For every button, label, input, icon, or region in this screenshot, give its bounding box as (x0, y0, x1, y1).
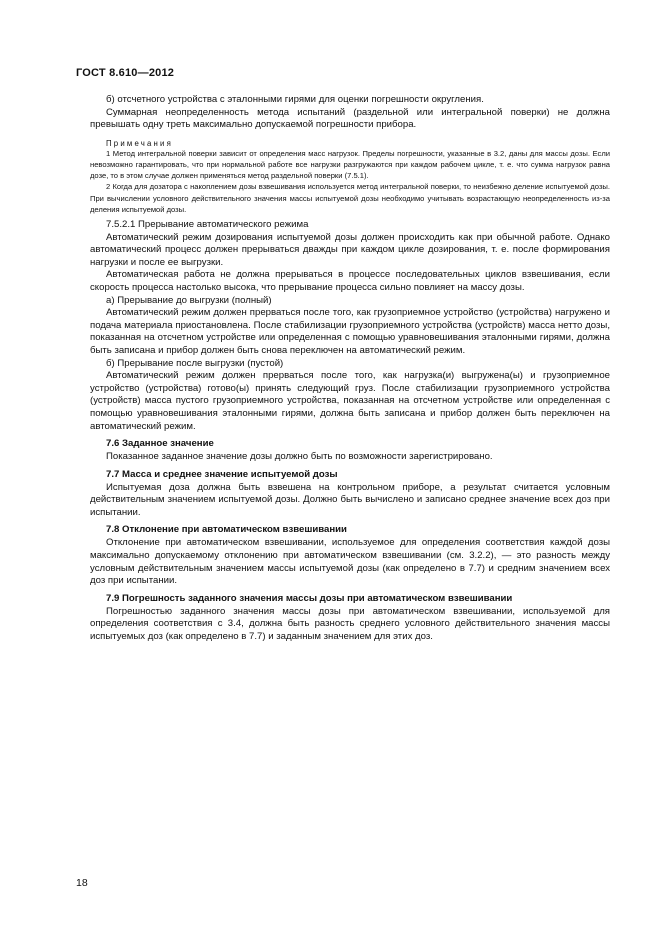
section-heading-7-8: 7.8 Отклонение при автоматическом взвешивании (106, 524, 347, 536)
paragraph: Погрешностью заданного значения массы дозы при автоматическом взвешивании, используемой для определения соответствия с 3.4, должна быть разность среднего условного действительного значения массы испытуемых доз (как определено в 7.7) и заданным значением для этих доз. (90, 605, 610, 643)
paragraph: Автоматический режим должен прерваться после того, как нагрузка(и) выгружена(ы) и грузоприемное устройство (устройства) готово(ы) принять следующий груз. После стабилизации грузоприемного устройства (устройств) масса пустого грузоприемного устройства, показанная на отсчетном устройстве или определенная с помощью уравновешивания эталонными гирями, должна быть записана и прибор должен быть переключен на автоматический режим. (90, 370, 610, 432)
subsection-heading-7-5-2-1: 7.5.2.1 Прерывание автоматического режима (106, 219, 309, 230)
paragraph: Автоматическая работа не должна прерываться в процессе последовательных циклов взвешивания, если скорость процесса настолько высока, что прерывание процесса сильно повлияет на массу дозы. (90, 269, 610, 293)
paragraph: б) отсчетного устройства с эталонными гирями для оценки погрешности округления. (106, 94, 484, 105)
paragraph: Автоматический режим дозирования испытуемой дозы должен происходить как при обычной работе. Однако автоматический процесс должен прерываться дважды при каждом цикле дозирования, т. е. после формирования нагрузки и после ее выгрузки. (90, 231, 610, 268)
paragraph: Показанное заданное значение дозы должно быть по возможности зарегистрировано. (106, 451, 493, 463)
note-2: 2 Когда для дозатора с накоплением дозы взвешивания используется метод интегральной поверки, то неизбежно деление испытуемой дозы. При вычислении условного действительного значения массы испытуемой дозы необходимо учитывать возрастающую неопределенность из-за деления испытуемой дозы. (90, 182, 610, 214)
paragraph: Автоматический режим должен прерваться после того, как грузоприемное устройство (устройства) нагружено и подача материала приостановлена. После стабилизации грузоприемного устройства (устройств) масса нетто дозы, показанная на отсчетном устройстве или определенная с помощью уравновешивания эталонными гирями, должна быть записана и прибор должен быть снова переключен на автоматический режим. (90, 307, 610, 356)
paragraph: Испытуемая доза должна быть взвешена на контрольном приборе, а результат считается условным действительным значением испытуемой дозы. Должно быть вычислено и записано среднее значение всех доз при испытании. (90, 481, 610, 518)
section-heading-7-6: 7.6 Заданное значение (106, 438, 214, 450)
paragraph: Отклонение при автоматическом взвешивании, используемое для определения соответствия каждой дозы максимально допускаемому отклонению при автоматическом взвешивании (см. 3.2.2), — это разность между условным действительным значением массы испытуемой дозы (как определено в 7.7) и средним значением всех доз при испытании. (90, 537, 610, 587)
notes-heading: Примечания (106, 138, 174, 148)
section-heading-7-7: 7.7 Масса и среднее значение испытуемой дозы (106, 468, 338, 480)
note-1: 1 Метод интегральной поверки зависит от определения масс нагрузок. Пределы погрешности, указанные в 3.2, даны для массы дозы. Если невозможно гарантировать, что при нормальной работе все нагрузки разгружаются при каждом рабочем цикле, т. е. что сумма нагрузок равна дозе, то в этом случае должен применяться метод раздельной поверки (7.5.1). (90, 148, 610, 181)
list-item-a: а) Прерывание до выгрузки (полный) (106, 294, 272, 306)
paragraph: Суммарная неопределенность метода испытаний (раздельной или интегральной поверки) не должна превышать одну треть максимально допускаемой погрешности прибора. (90, 106, 610, 131)
section-heading-7-9: 7.9 Погрешность заданного значения массы дозы при автоматическом взвешивании (106, 592, 513, 604)
list-item-b: б) Прерывание после выгрузки (пустой) (106, 357, 284, 369)
page-number: 18 (76, 877, 88, 889)
page-body (90, 94, 610, 644)
page-header: ГОСТ 8.610—2012 (76, 67, 175, 79)
